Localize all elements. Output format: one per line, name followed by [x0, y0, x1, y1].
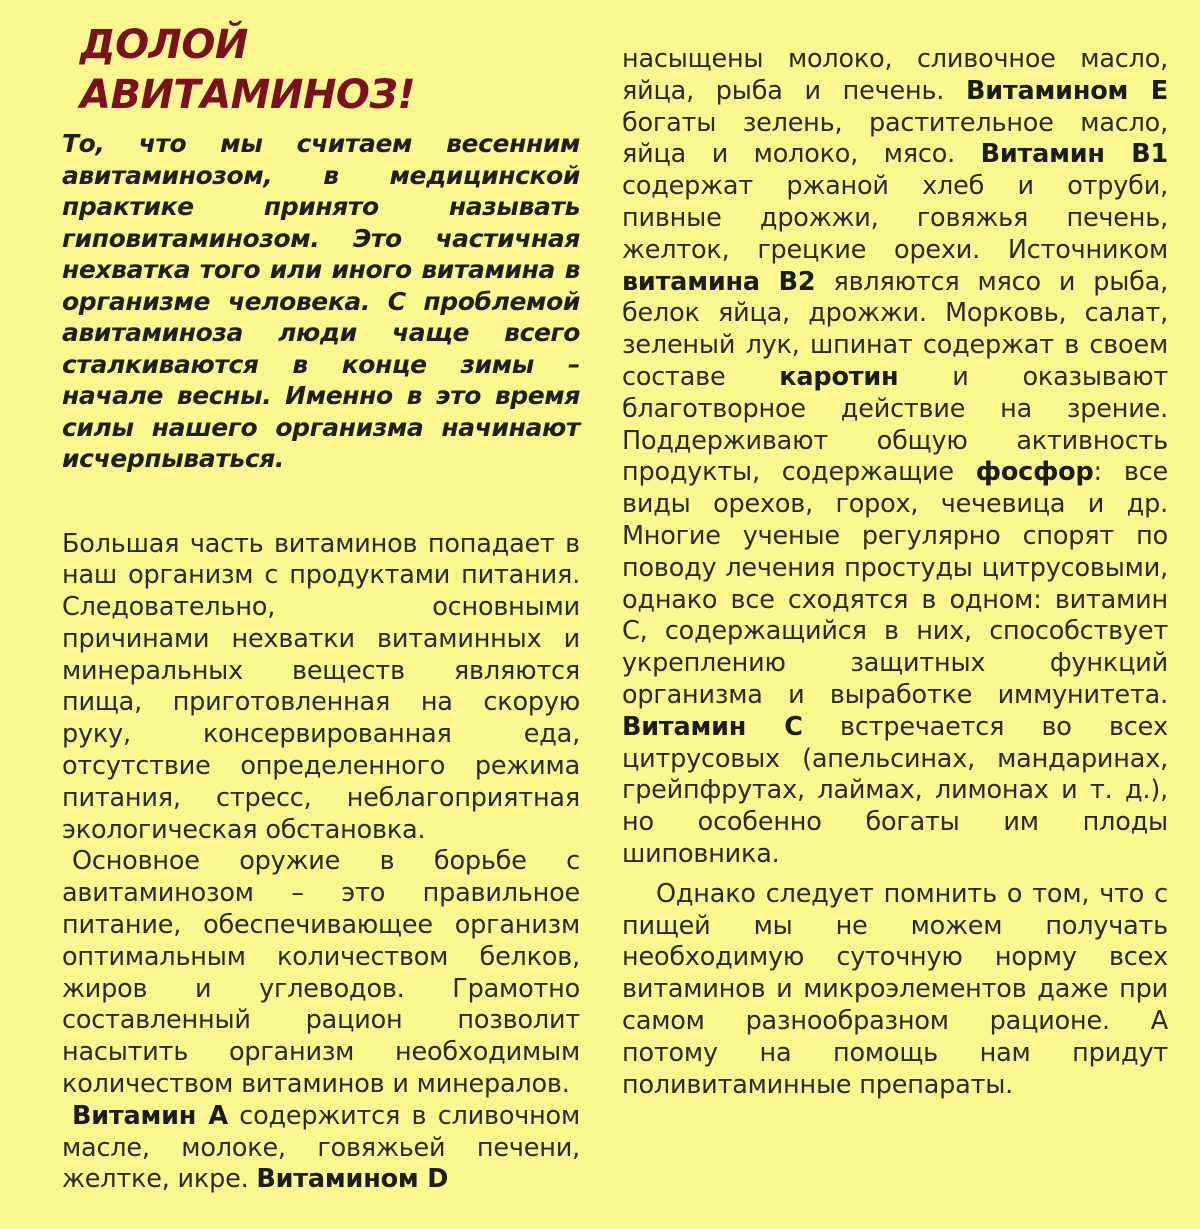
vitamin-d-label: Витамином D	[256, 1164, 449, 1195]
vitamin-e-text: богаты зелень, растительное масло, яйца и молоко, мясо.	[622, 107, 1168, 170]
article-title: ДОЛОЙ АВИТАМИНОЗ!	[80, 22, 416, 118]
paragraph-proper-nutrition: Основное оружие в борьбе с авитаминозом – это правильное питание, обеспечивающее организм оптимальным количеством белков, жиров и углеводов. Грамотно составленный рацион позволит насытить организм необходимым количеством витаминов и минералов.	[62, 846, 580, 1100]
vitamin-d-text: насыщены молоко, сливочное масло, яйца, рыба и печень.	[622, 44, 1168, 106]
paragraph-multivitamins: Однако следует помнить о том, что с пищей мы не можем получать необходимую суточную норму всех витаминов и микроэлементов даже при самом разнообразном рационе. А потому на помощь нам придут поливитаминные препараты.	[622, 878, 1168, 1100]
vitamin-e-label: Витамином Е	[966, 75, 1168, 106]
vitamin-a-text: содержится в сливочном масле, молоке, говяжьей печени, желтке, икре.	[62, 1100, 580, 1195]
carotene-label: каротин	[779, 361, 899, 392]
vitamin-b2-text: являются мясо и рыба, белок яйца, дрожжи. Морковь, салат, зеленый лук, шпинат содержат в своем составе	[622, 266, 1169, 392]
vitamin-a-label: Витамин А	[72, 1100, 228, 1131]
paragraph-vitamins-continued	[622, 44, 1168, 871]
vitamin-c-label: Витамин С	[622, 711, 803, 742]
left-column	[62, 20, 580, 1196]
vitamin-b2-label: витамина В2	[622, 266, 816, 297]
phosphorus-label: фосфор	[975, 457, 1094, 488]
phosphorus-text: : все виды орехов, горох, чечевица и др. Многие ученые регулярно спорят по поводу лечения простуды цитрусовыми, однако все сходятся в одном: витамин С, содержащийся в них, способствует укреплению защитных функций организма и выработке иммунитета.	[622, 457, 1168, 710]
vitamin-c-text: встречается во всех цитрусовых (апельсинах, мандаринах, грейпфрутах, лаймах, лимонах и т. д.), но особенно богаты им плоды шиповника.	[622, 711, 1168, 869]
right-column	[622, 44, 1168, 1101]
article-lead: То, что мы считаем весенним авитаминозом, в медицинской практике принято называть гиповитаминозом. Это частичная нехватка того или иного витамина в организме человека. С проблемой авитаминоза люди чаще всего сталкиваются в конце зимы – начале весны. Именно в это время силы нашего организма начинают исчерпываться.	[62, 129, 580, 473]
paragraph-vitamins-start	[62, 1101, 580, 1196]
paragraph-nutrition-sources: Большая часть витаминов попадает в наш организм с продуктами питания. Следовательно, основными причинами нехватки витаминных и минеральных веществ являются пища, приготовленная на скорую руку, консервированная еда, отсутствие определенного режима питания, стресс, неблагоприятная экологическая обстановка.	[62, 528, 580, 845]
carotene-text: и оказывают благотворное действие на зрение. Поддерживают общую активность продукты, содержащие	[622, 361, 1168, 488]
vitamin-b1-text: содержат ржаной хлеб и отруби, пивные дрожжи, говяжья печень, желток, грецкие орехи. Источником	[622, 171, 1168, 265]
vitamin-b1-label: Витамин В1	[980, 139, 1168, 170]
